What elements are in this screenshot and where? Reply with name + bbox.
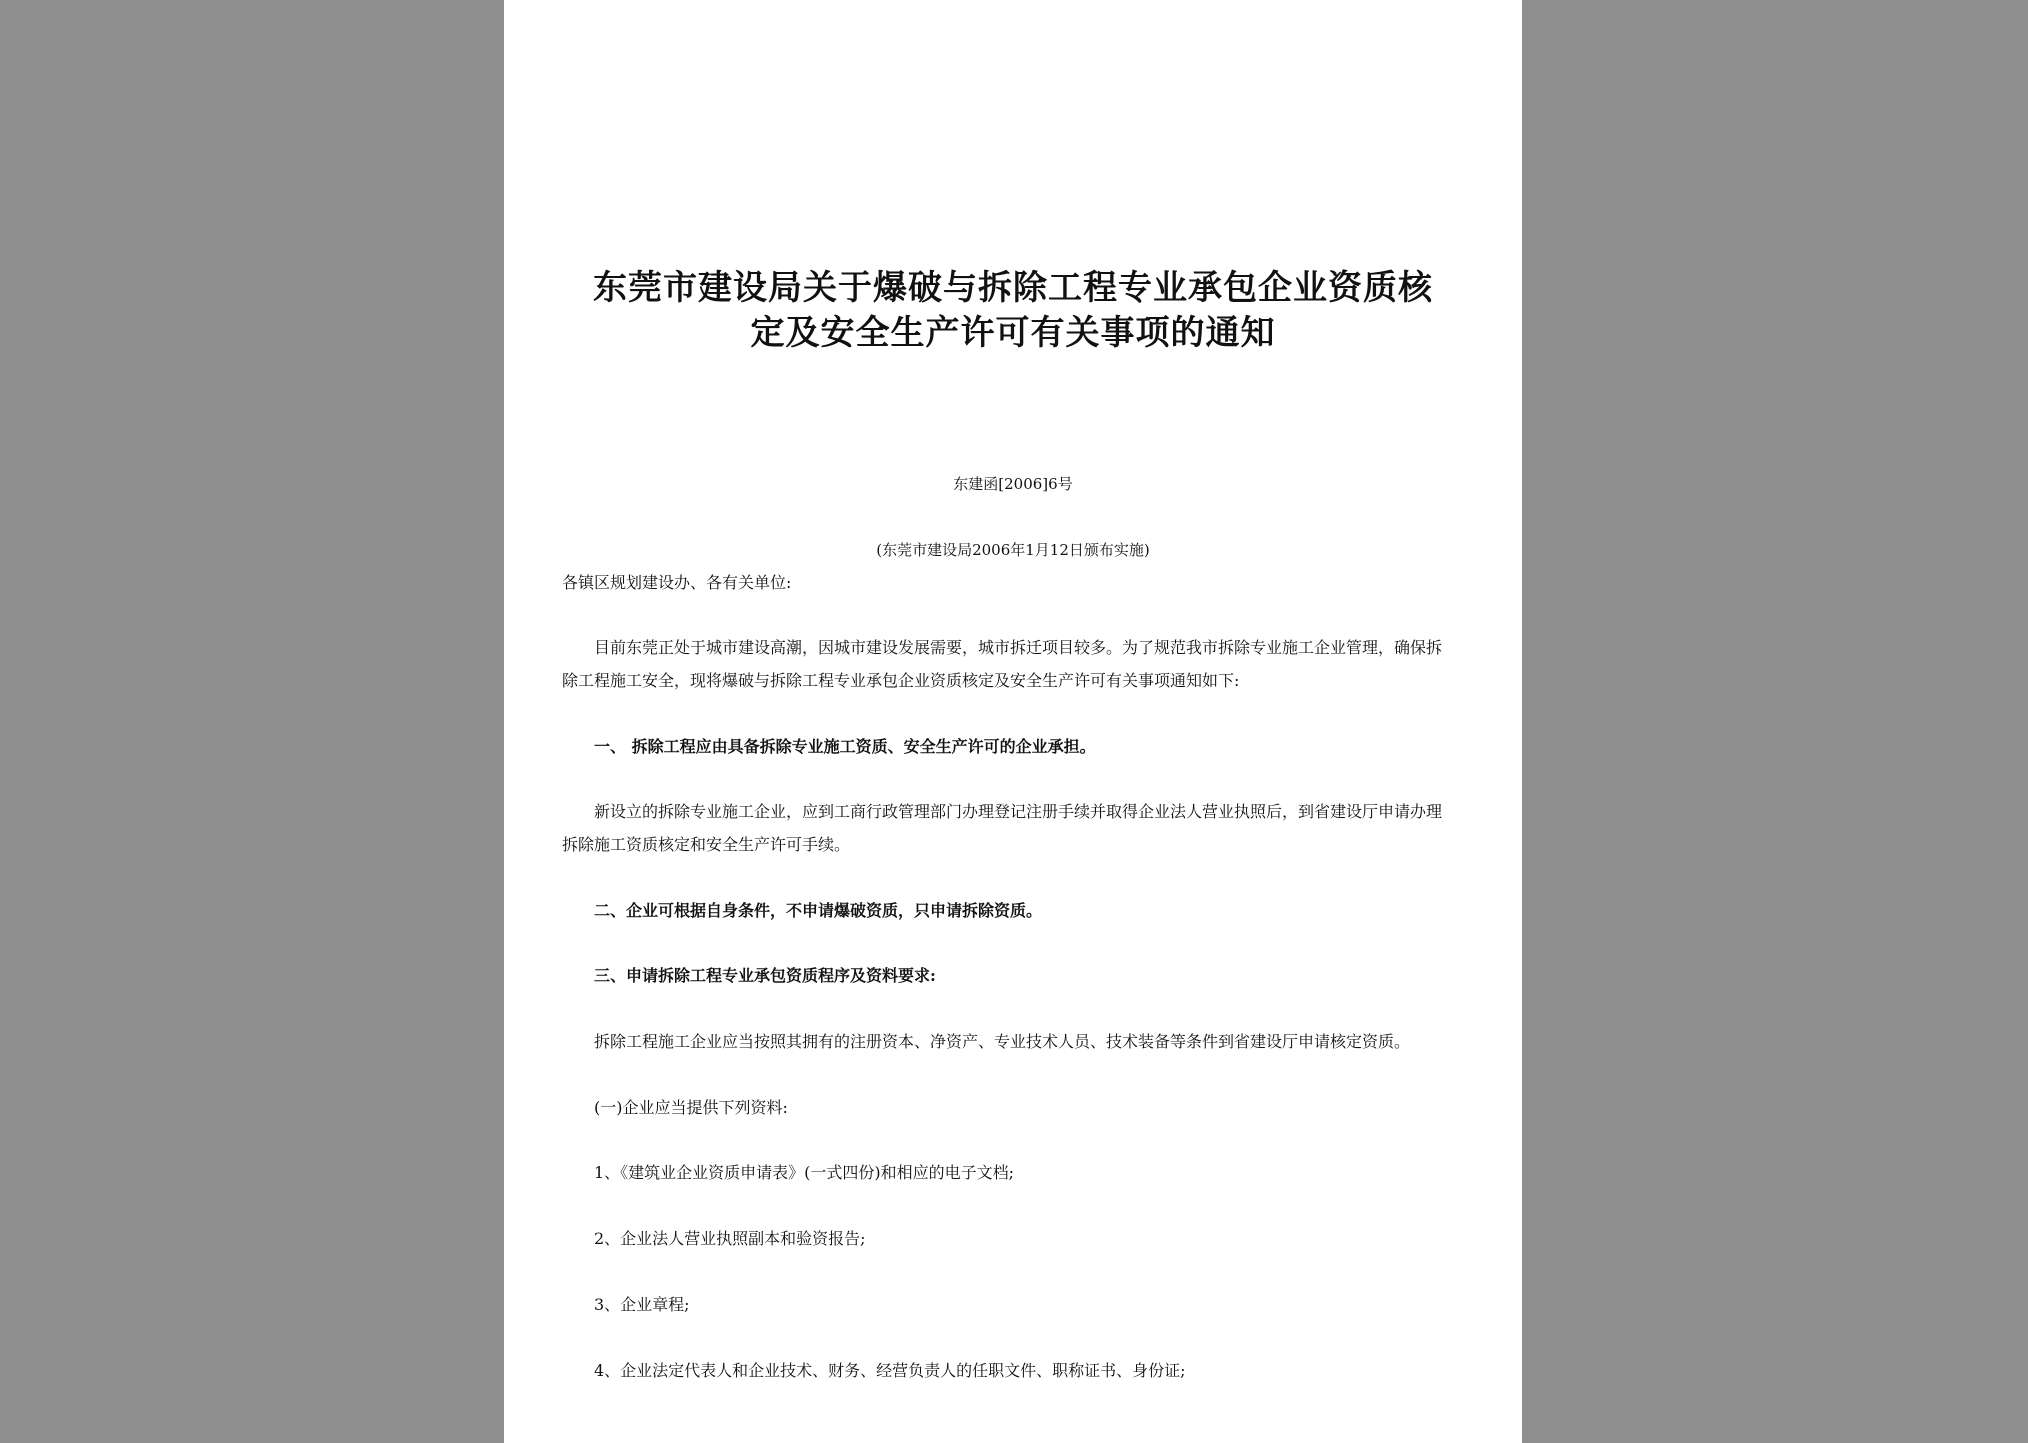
section-1-heading: 一、 拆除工程应由具备拆除专业施工资质、安全生产许可的企业承担。 [594, 737, 1096, 756]
section-3-heading: 三、申请拆除工程专业承包资质程序及资料要求: [594, 966, 936, 985]
document-title-line-2: 定及安全生产许可有关事项的通知 [750, 313, 1276, 353]
document-page [504, 0, 1522, 1443]
promulgation-note: (东莞市建设局2006年1月12日颁布实施) [876, 541, 1150, 559]
list-item: 3、企业章程; [594, 1295, 690, 1314]
intro-paragraph-line-2: 除工程施工安全，现将爆破与拆除工程专业承包企业资质核定及安全生产许可有关事项通知如下: [562, 671, 1240, 690]
list-item: 4、企业法定代表人和企业技术、财务、经营负责人的任职文件、职称证书、身份证; [594, 1361, 1186, 1380]
section-2-heading: 二、企业可根据自身条件，不申请爆破资质，只申请拆除资质。 [594, 901, 1043, 920]
intro-paragraph-line-1: 目前东莞正处于城市建设高潮，因城市建设发展需要，城市拆迁项目较多。为了规范我市拆除专业施工企业管理，确保拆 [594, 638, 1443, 657]
addressee-line: 各镇区规划建设办、各有关单位: [562, 573, 792, 592]
subsection-1-heading: (一)企业应当提供下列资料: [594, 1098, 788, 1117]
list-item: 1、《建筑业企业资质申请表》(一式四份)和相应的电子文档; [594, 1163, 1015, 1182]
document-number: 东建函[2006]6号 [953, 475, 1073, 493]
section-1-body-line-2: 拆除施工资质核定和安全生产许可手续。 [562, 835, 851, 854]
document-title-line-1: 东莞市建设局关于爆破与拆除工程专业承包企业资质核 [593, 268, 1433, 308]
section-3-body: 拆除工程施工企业应当按照其拥有的注册资本、净资产、专业技术人员、技术装备等条件到省建设厅申请核定资质。 [594, 1032, 1411, 1051]
section-1-body-line-1: 新设立的拆除专业施工企业，应到工商行政管理部门办理登记注册手续并取得企业法人营业执照后，到省建设厅申请办理 [594, 802, 1443, 821]
list-item: 2、企业法人营业执照副本和验资报告; [594, 1229, 866, 1248]
